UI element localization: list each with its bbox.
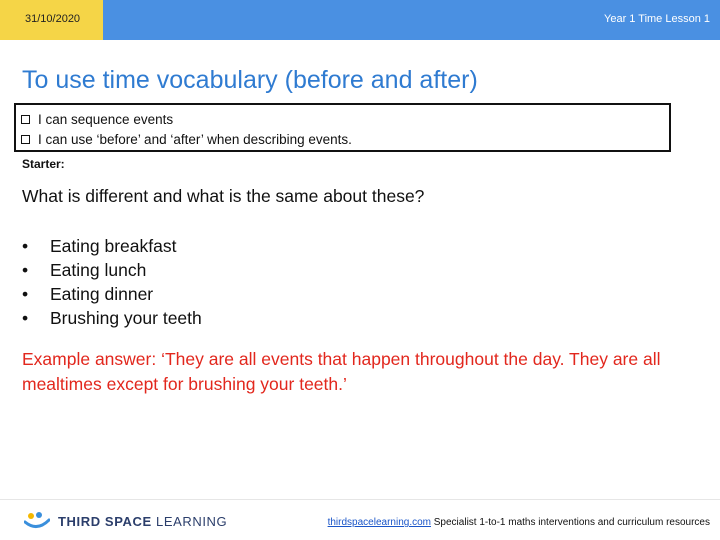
list-item bbox=[22, 258, 202, 282]
starter-label: Starter: bbox=[22, 157, 65, 171]
footer-divider bbox=[0, 499, 720, 500]
objectives-box bbox=[14, 103, 671, 152]
objective-item bbox=[21, 130, 669, 150]
logo-text-bold: THIRD SPACE bbox=[58, 513, 152, 529]
logo-text bbox=[58, 514, 227, 529]
question-text: What is different and what is the same about these? bbox=[22, 186, 425, 206]
lesson-title: Year 1 Time Lesson 1 bbox=[604, 13, 710, 25]
date-box bbox=[0, 0, 103, 40]
event-text: Eating lunch bbox=[50, 260, 147, 280]
footer-tagline: Specialist 1-to-1 maths interventions and curriculum resources bbox=[433, 517, 710, 528]
event-text: Brushing your teeth bbox=[50, 308, 202, 328]
bullet-icon: • bbox=[22, 260, 29, 280]
objective-text: I can sequence events bbox=[38, 112, 174, 127]
checkbox-icon bbox=[21, 115, 30, 124]
bullet-icon: • bbox=[22, 236, 29, 256]
list-item bbox=[22, 282, 202, 306]
example-answer: Example answer: ‘They are all events that happen throughout the day. They are all mealtimes except for brushing your teeth.’ bbox=[22, 349, 661, 394]
bullet-icon: • bbox=[22, 284, 29, 304]
event-list bbox=[22, 234, 202, 330]
event-text: Eating dinner bbox=[50, 284, 154, 304]
date-text: 31/10/2020 bbox=[25, 13, 81, 25]
footer-credit bbox=[328, 517, 710, 528]
list-item bbox=[22, 306, 202, 330]
bullet-icon: • bbox=[22, 308, 29, 328]
third-space-logo bbox=[24, 512, 227, 530]
logo-icon bbox=[24, 512, 50, 530]
objective-text: I can use ‘before’ and ‘after’ when describing events. bbox=[38, 132, 352, 147]
checkbox-icon bbox=[21, 135, 30, 144]
list-item bbox=[22, 234, 202, 258]
event-text: Eating breakfast bbox=[50, 236, 177, 256]
logo-text-light: LEARNING bbox=[155, 513, 228, 529]
header-bar bbox=[0, 0, 720, 40]
page-title: To use time vocabulary (before and after) bbox=[22, 66, 478, 94]
objective-item bbox=[21, 110, 669, 130]
website-link[interactable]: thirdspacelearning.com bbox=[327, 517, 431, 528]
